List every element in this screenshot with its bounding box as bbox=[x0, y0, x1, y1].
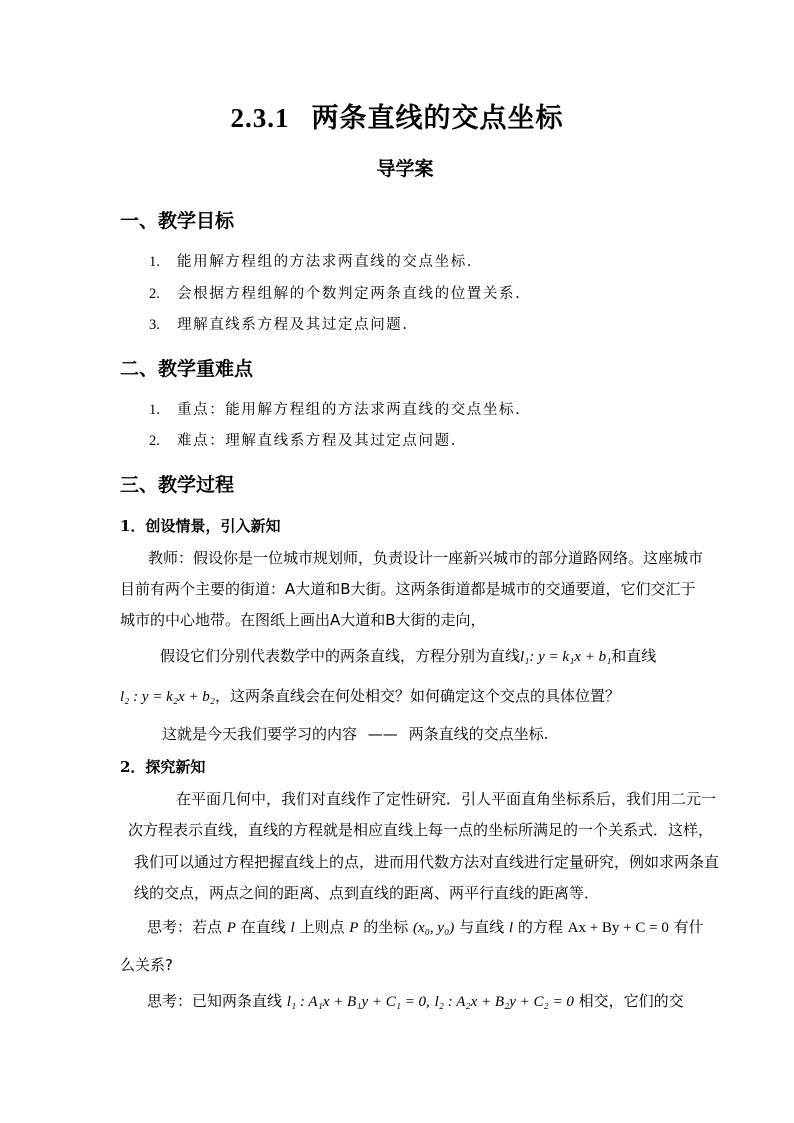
goal-item-number: 1. bbox=[149, 254, 160, 270]
think-label: 思考：已知两条直线 bbox=[147, 992, 283, 1010]
step1-line-3: 城市的中心地带。在图纸上画出A大道和B大街的走向， bbox=[120, 611, 486, 629]
goal-item-1 bbox=[149, 250, 473, 271]
keypoint-item-text: 重点：能用解方程组的方法求两直线的交点坐标. bbox=[177, 402, 522, 418]
goal-item-2 bbox=[149, 282, 521, 303]
step2-paragraph-line-4: 线的交点，两点之间的距离、点到直线的距离、两平行直线的距离等． bbox=[134, 884, 600, 902]
think2-text-b: 相交，它们的交 bbox=[578, 992, 684, 1010]
section-number: 2.3.1 bbox=[230, 103, 290, 133]
think1-text-d: 的坐标 bbox=[363, 918, 409, 936]
goals-heading: 一、教学目标 bbox=[120, 210, 235, 232]
think-question-2 bbox=[147, 990, 684, 1011]
step1-line-5 bbox=[120, 685, 620, 706]
page-title bbox=[0, 96, 794, 135]
keypoint-item-text: 难点：理解直线系方程及其过定点问题. bbox=[177, 433, 457, 449]
step1-line-6 bbox=[162, 723, 548, 744]
step1-line-5-text: ，这两条直线会在何处相交？如何确定这个交点的具体位置？ bbox=[215, 687, 621, 705]
point-P: P bbox=[349, 920, 359, 936]
page-subtitle: 导学案 bbox=[376, 158, 434, 180]
step1-line-4-text: 假设它们分别代表数学中的两条直线，方程分别为直线 bbox=[160, 647, 521, 665]
goal-item-number: 3. bbox=[149, 317, 160, 333]
keypoint-item-1 bbox=[149, 398, 521, 419]
think1-text-g: 有什 bbox=[673, 918, 704, 936]
step2-paragraph-line-3: 我们可以通过方程把握直线上的点，进而用代数方法对直线进行定量研究，例如求两条直 bbox=[134, 853, 720, 871]
step1-line-6-text: 这就是今天我们要学习的内容 bbox=[162, 725, 358, 743]
think1-text-e: 与直线 bbox=[459, 918, 505, 936]
line-l2-equation: l₂ : y = k₂x + b₂ bbox=[120, 689, 216, 705]
keypoints-heading: 二、教学重难点 bbox=[120, 358, 254, 380]
think1-text-c: 上则点 bbox=[299, 918, 345, 936]
think1-text-b: 在直线 bbox=[240, 918, 286, 936]
step1-heading: 1．创设情景，引入新知 bbox=[120, 517, 281, 535]
goal-item-text: 会根据方程组解的个数判定两条直线的位置关系. bbox=[177, 286, 522, 302]
coordinate-expression: (x₀, y₀) bbox=[413, 920, 455, 936]
think1-text-f: 的方程 bbox=[517, 918, 563, 936]
line-l: l bbox=[290, 920, 295, 936]
keypoint-item-2 bbox=[149, 429, 457, 450]
point-P: P bbox=[226, 920, 236, 936]
line-l1-general-equation: l₁ : A₁x + B₁y + C₁ = 0, bbox=[286, 994, 430, 1010]
goal-item-text: 能用解方程组的方法求两直线的交点坐标. bbox=[177, 254, 474, 270]
keypoint-item-number: 2. bbox=[149, 433, 160, 449]
step1-line-1: 教师：假设你是一位城市规划师，负责设计一座新兴城市的部分道路网络。这座城市 bbox=[148, 549, 704, 567]
think-question-1 bbox=[147, 916, 704, 937]
title-text: 两条直线的交点坐标 bbox=[311, 103, 564, 134]
step2-paragraph-line-1: 在平面几何中，我们对直线作了定性研究．引人平面直角坐标系后，我们用二元一 bbox=[176, 790, 717, 808]
goal-item-3 bbox=[149, 313, 409, 334]
step2-paragraph-line-2: 次方程表示直线，直线的方程就是相应直线上每一点的坐标所满足的一个关系式．这样， bbox=[128, 821, 714, 839]
step1-line-4-tail: 和直线 bbox=[611, 647, 657, 665]
think-label: 思考：若点 bbox=[147, 918, 223, 936]
line-l2-general-equation: l₂ : A₂x + B₂y + C₂ = 0 bbox=[434, 994, 574, 1010]
keypoint-item-number: 1. bbox=[149, 402, 160, 418]
process-heading: 三、教学过程 bbox=[120, 474, 235, 496]
line-l1-equation: l₁: y = k₁x + b₁ bbox=[520, 649, 612, 665]
goal-item-number: 2. bbox=[149, 286, 160, 302]
step1-line-6-topic: 两条直线的交点坐标. bbox=[408, 725, 549, 743]
em-dash: —— bbox=[367, 725, 398, 743]
general-line-equation: Ax + By + C = 0 bbox=[567, 920, 669, 936]
line-l: l bbox=[508, 920, 514, 936]
step2-heading: 2．探究新知 bbox=[120, 758, 206, 776]
think-question-1-cont: 么关系? bbox=[120, 956, 173, 974]
step1-line-4 bbox=[160, 645, 656, 666]
step1-line-2: 目前有两个主要的街道：A大道和B大街。这两条街道都是城市的交通要道，它们交汇于 bbox=[120, 580, 696, 598]
goal-item-text: 理解直线系方程及其过定点问题. bbox=[177, 317, 409, 333]
